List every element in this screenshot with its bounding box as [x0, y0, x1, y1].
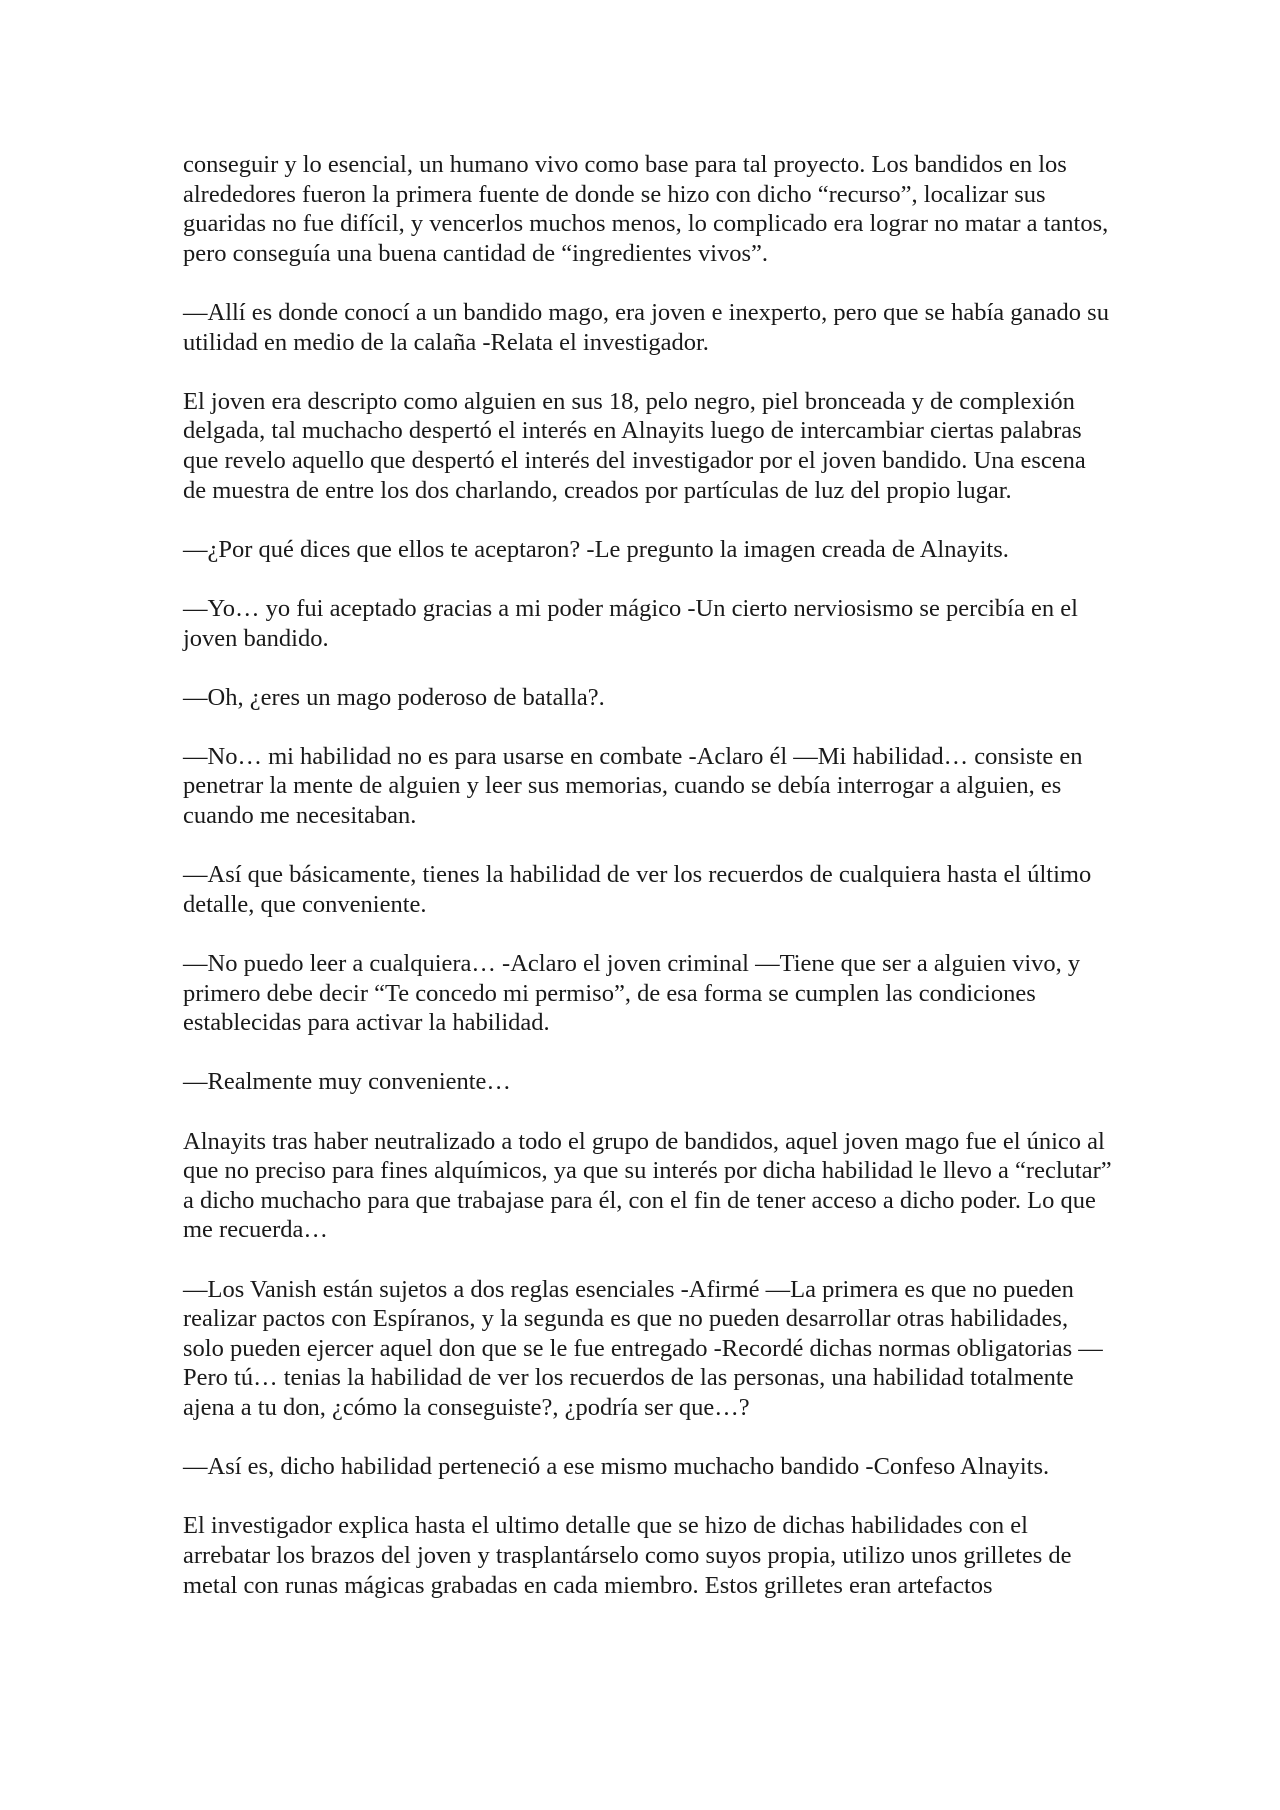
paragraph-5: —Yo… yo fui aceptado gracias a mi poder mágico -Un cierto nerviosismo se percibía en el joven bandido. — [183, 594, 1078, 652]
paragraph-2: —Allí es donde conocí a un bandido mago, era joven e inexperto, pero que se había ganado su utilidad en medio de la calaña -Relata el investigador. — [183, 298, 1109, 356]
document-page — [183, 150, 1113, 1600]
paragraph-6: —Oh, ¿eres un mago poderoso de batalla?. — [183, 683, 605, 711]
paragraph-8: —Así que básicamente, tienes la habilidad de ver los recuerdos de cualquiera hasta el último detalle, que conveniente. — [183, 861, 1092, 918]
paragraph-3: El joven era descripto como alguien en sus 18, pelo negro, piel bronceada y de complexión delgada, tal muchacho despertó el interés en Alnayits luego de intercambiar ciertas palabras que revelo aquello que despertó el interés del investigador por el joven bandido. Una escena de muestra de entre los dos charlando, creados por partículas de luz del propio lugar. — [183, 387, 1086, 504]
paragraph-7: —No… mi habilidad no es para usarse en combate -Aclaro él —Mi habilidad… consiste en penetrar la mente de alguien y leer sus memorias, cuando se debía interrogar a alguien, es cuando me necesitaban. — [183, 742, 1083, 830]
paragraph-1: conseguir y lo esencial, un humano vivo como base para tal proyecto. Los bandidos en los alrededores fueron la primera fuente de donde se hizo con dicho “recurso”, localizar sus guaridas no fue difícil, y vencerlos muchos menos, lo complicado era lograr no matar a tantos, pero conseguía una buena cantidad de “ingredientes vivos”. — [183, 151, 1109, 267]
paragraph-11: Alnayits tras haber neutralizado a todo el grupo de bandidos, aquel joven mago fue el único al que no preciso para fines alquímicos, ya que su interés por dicha habilidad le llevo a “reclutar” a dicho muchacho para que trabajase para él, con el fin de tener acceso a dicho poder. Lo que me recuerda… — [183, 1127, 1112, 1244]
paragraph-10: —Realmente muy conveniente… — [183, 1068, 511, 1096]
paragraph-4: —¿Por qué dices que ellos te aceptaron? -Le pregunto la imagen creada de Alnayits. — [183, 535, 1009, 563]
paragraph-13: —Así es, dicho habilidad perteneció a ese mismo muchacho bandido -Confeso Alnayits. — [183, 1453, 1050, 1481]
paragraph-12: —Los Vanish están sujetos a dos reglas esenciales -Afirmé —La primera es que no pueden realizar pactos con Espíranos, y la segunda es que no pueden desarrollar otras habilidades, solo pueden ejercer aquel don que se le fue entregado -Recordé dichas normas obligatorias —Pero tú… tenias la habilidad de ver los recuerdos de las personas, una habilidad totalmente ajena a tu don, ¿cómo la conseguiste?, ¿podría ser que…? — [183, 1275, 1103, 1421]
paragraph-9: —No puedo leer a cualquiera… -Aclaro el joven criminal —Tiene que ser a alguien vivo, y primero debe decir “Te concedo mi permiso”, de esa forma se cumplen las condiciones establecidas para activar la habilidad. — [183, 950, 1081, 1037]
paragraph-14: El investigador explica hasta el ultimo detalle que se hizo de dichas habilidades con el arrebatar los brazos del joven y trasplantárselo como suyos propia, utilizo unos grilletes de metal con runas mágicas grabadas en cada miembro. Estos grilletes eran artefactos — [183, 1512, 1072, 1599]
